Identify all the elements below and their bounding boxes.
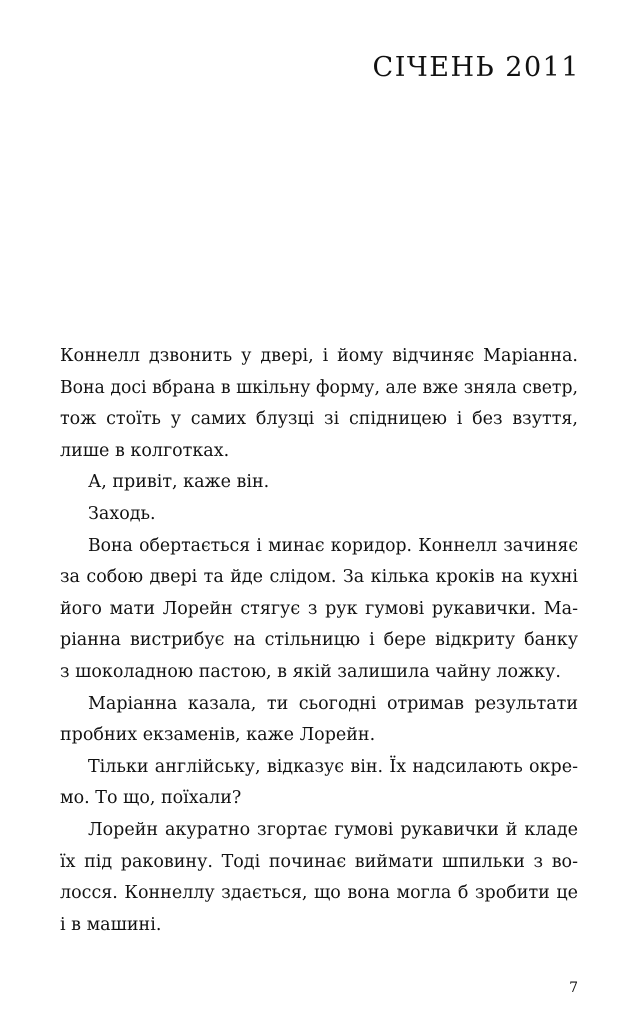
paragraph-line: Вона обертається і минає коридор. Коннелл зачиняє [88,535,578,556]
page-number: 7 [569,980,578,996]
chapter-title: СІЧЕНЬ 2011 [372,52,580,83]
paragraph-line: лосся. Коннеллу здається, що вона могла б зробити це [60,883,578,904]
paragraph-line: тож стоїть у самих блузці зі спідницею і без взуття, [60,409,578,430]
paragraph-line: Заходь. [88,503,156,524]
paragraph-line: Тільки англійську, відказує він. Їх надсилають окре- [88,756,578,777]
paragraph-line: Коннелл дзвонить у двері, і йому відчиняє Маріанна. [60,346,578,366]
paragraph-line: А, привіт, каже він. [88,472,270,493]
paragraph-line: і в машині. [60,914,162,935]
paragraph-line: ріанна вистрибує на стільницю і бере відкриту банку [60,630,578,651]
paragraph-line: мо. То що, поїхали? [60,788,242,809]
paragraph-line: лише в колготках. [60,440,230,461]
body-text [60,341,578,941]
paragraph-line: пробних екзаменів, каже Лорейн. [60,725,376,746]
paragraph-line: Лорейн акуратно згортає гумові рукавички й кладе [88,819,578,840]
paragraph-line: за собою двері та йде слідом. За кілька кроків на кухні [60,567,578,588]
paragraph-line: його мати Лорейн стягує з рук гумові рукавички. Ма- [60,598,578,619]
paragraph-line: Вона досі вбрана в шкільну форму, але вже зняла светр, [60,377,578,398]
paragraph-line: їх під раковину. Тоді починає виймати шпильки з во- [60,851,578,872]
paragraph-line: з шоколадною пастою, в якій залишила чайну ложку. [60,661,561,682]
paragraph-line: Маріанна казала, ти сьогодні отримав результати [88,693,578,714]
